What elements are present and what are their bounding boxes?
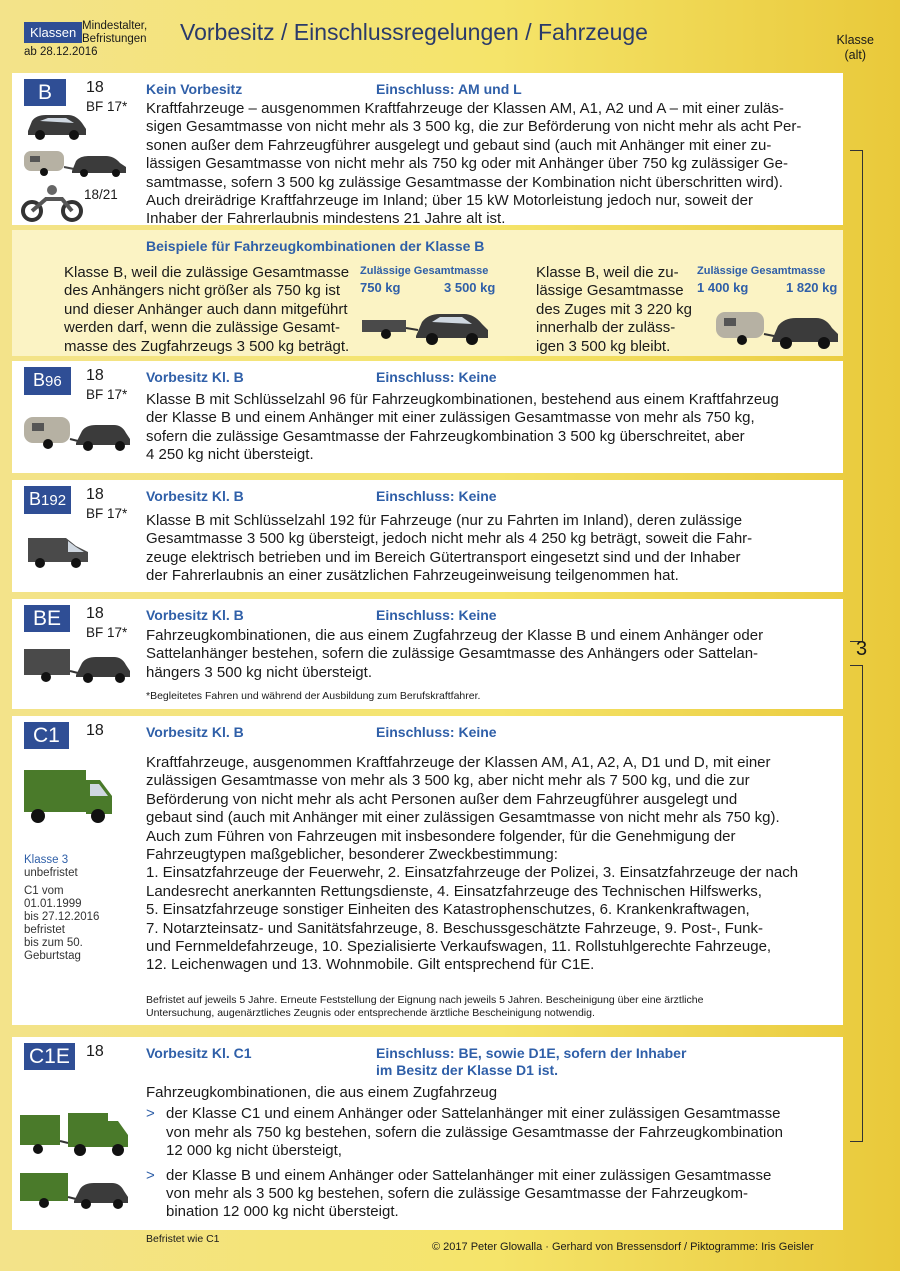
class-badge-c1e: C1E [24, 1043, 75, 1070]
bracket-bottom [850, 665, 863, 1142]
section-b192 [12, 480, 843, 592]
min-age: 18 [86, 79, 104, 96]
section-examples [12, 230, 843, 356]
min-age: 18 [86, 1043, 104, 1060]
vorbesitz-label: Vorbesitz Kl. C1 [146, 1045, 252, 1061]
bracket-label: 3 [856, 638, 868, 660]
header-klasse-alt: Klasse (alt) [836, 33, 874, 62]
min-age: 18 [86, 486, 104, 503]
class-badge-c1: C1 [24, 722, 69, 749]
min-age: 18 [86, 367, 104, 384]
section-text: Klasse B mit Schlüsselzahl 96 für Fahrzeugkombinationen, bestehend aus einem Kraftfahrzeug der Klasse B und einem Anhänger mit einer zulässigen Gesamtmasse von mehr als 750 kg, sofern die zulässige Gesamtmasse der Fahrzeugkombination 3 500 kg überschreitet, aber 4 250 kg nicht übersteigt. [146, 391, 779, 464]
list-item: > der Klasse B und einem Anhänger oder Sattelanhänger mit einer zulässigen Gesamtmasse von mehr als 3 500 kg bestehen, sofern die zulässige Gesamtmasse der Fahrzeugkom- bination 12 000 kg nicht übersteigt. [146, 1166, 772, 1221]
car-trailer-icon [22, 643, 132, 687]
class-badge-be: BE [24, 605, 70, 632]
vorbesitz-label: Kein Vorbesitz [146, 81, 243, 97]
list-item: > der Klasse C1 und einem Anhänger oder Sattelanhänger mit einer zulässigen Gesamtmasse von mehr als 750 kg bestehen, sofern die zulässige Gesamtmasse der Fahrzeugkombination 12 000 kg nicht übersteigt, [146, 1105, 783, 1160]
copyright-footer: © 2017 Peter Glowalla · Gerhard von Bressensdorf / Piktogramme: Iris Geisler [432, 1241, 814, 1253]
weight-label: Zulässige Gesamtmasse [360, 265, 489, 277]
trike-icon [20, 181, 84, 223]
header-subtitle: Mindestalter, Befristungen [82, 20, 148, 45]
header-date: ab 28.12.2016 [24, 46, 98, 58]
section-be [12, 599, 843, 709]
vorbesitz-label: Vorbesitz Kl. B [146, 607, 244, 623]
weight-label: Zulässige Gesamtmasse [697, 265, 826, 277]
class-badge-b96: B96 [24, 367, 71, 395]
car-caravan-icon [714, 304, 840, 350]
einschluss-label: Einschluss: Keine [376, 488, 497, 504]
bf17-label: BF 17* [86, 625, 128, 640]
footnote-bf17: *Begleitetes Fahren und während der Ausbildung zum Berufskraftfahrer. [146, 690, 481, 702]
vorbesitz-label: Vorbesitz Kl. B [146, 488, 244, 504]
car-weight: 1 820 kg [786, 280, 838, 295]
car-caravan-icon [22, 145, 130, 179]
c1-validity-note: Klasse 3 unbefristet C1 vom 01.01.1999 bis 27.12.2016 befristet bis zum 50. Geburtstag [24, 854, 100, 962]
page-title: Vorbesitz / Einschlussregelungen / Fahrzeuge [180, 19, 648, 45]
section-c1e [12, 1037, 843, 1230]
section-text: Fahrzeugkombinationen, die aus einem Zugfahrzeug der Klasse B und einem Anhänger oder Sattelanhänger bestehen, sofern die zulässige Gesamtmasse des Anhängers oder Sattelan- hängers 3 500 kg nicht übersteigt. [146, 627, 764, 681]
vorbesitz-label: Vorbesitz Kl. B [146, 369, 244, 385]
section-text: Kraftfahrzeuge, ausgenommen Kraftfahrzeuge der Klassen AM, A1, A2, A, D1 und D, mit einer zulässigen Gesamtmasse von mehr als 3 500 kg, aber nicht mehr als 7 500 kg, und die zur Beförderung von nicht mehr als acht Personen außer dem Fahrzeugführer ausgelegt und gebaut sind (auch mit Anhänger mit einer zulässigen Gesamtmasse von nicht mehr als 750 kg). Auch zum Führen von Fahrzeugen mit insbesondere folgender, für die Genehmigung der Fahrzeugtypen maßgeblicher, besonderer Zweckbestimmung: 1. Einsatzfahrzeuge der Feuerwehr, 2. Einsatzfahrzeuge der Polizei, 3. Einsatzfahrzeuge der nach Landesrecht anerkannten Rettungsdienste, 4. Einsatzfahrzeuge des Technischen Hilfswerks, 5. Einsatzfahrzeuge sonstiger Einheiten des Katastrophenschutzes, 6. Krankenkraftwagen, 7. Notarzteinsatz- und Sanitätsfahrzeuge, 8. Beschussgeschätzte Fahrzeuge, 9. Post-, Funk- und Fernmeldefahrzeuge, 10. Spezialisierte Verkaufswagen, 11. Rollstuhlgerechte Fahrzeuge, 12. Leichenwagen und 13. Wohnmobile. Gilt entsprechend für C1E. [146, 754, 799, 974]
bf17-label: BF 17* [86, 506, 128, 521]
section-text: Fahrzeugkombinationen, die aus einem Zugfahrzeug > der Klasse C1 und einem Anhänger oder Sattelanhänger mit einer zulässigen Gesamtmasse von mehr als 750 kg bestehen, sofern die zulässige Gesamtmasse der Fahrzeugkombination 12 000 kg nicht übersteigt, > der Klasse B und einem Anhänger oder Sattelanhänger mit einer zulässigen Gesamtmasse von mehr als 3 500 kg bestehen, sofern die zulässige Gesamtmasse der Fahrzeugkom- bination 12 000 kg nicht übersteigt. [146, 1084, 836, 1222]
einschluss-label: Einschluss: Keine [376, 607, 497, 623]
einschluss-label: Einschluss: BE, sowie D1E, sofern der Inhaber im Besitz der Klasse D1 ist. [376, 1045, 687, 1078]
truck-trailer-icon [18, 1107, 130, 1159]
einschluss-label: Einschluss: Keine [376, 724, 497, 740]
trike-age: 18/21 [84, 187, 118, 202]
trailer-weight: 750 kg [360, 280, 401, 295]
bf17-label: BF 17* [86, 387, 128, 402]
header-badge: Klassen [24, 22, 82, 43]
examples-left-text: Klasse B, weil die zulässige Gesamtmasse des Anhängers nicht größer als 750 kg ist und dieser Anhänger auch dann mitgeführt werden darf, wenn die zulässige Gesamt- masse des Zugfahrzeugs 3 500 kg beträgt. [64, 264, 350, 355]
class-badge-b192: B192 [24, 486, 71, 514]
vorbesitz-label: Vorbesitz Kl. B [146, 724, 244, 740]
min-age: 18 [86, 605, 104, 622]
bf17-label: BF 17* [86, 99, 128, 114]
examples-title: Beispiele für Fahrzeugkombinationen der Klasse B [146, 238, 485, 254]
section-text: Klasse B mit Schlüsselzahl 192 für Fahrzeuge (nur zu Fahrten im Inland), deren zulässige Gesamtmasse 3 500 kg übersteigt, jedoch nicht mehr als 4 250 kg beträgt, soweit die Fahr- zeuge elektrisch betrieben und im Bereich Gütertransport eingesetzt sind und der Inhaber der Fahrerlaubnis an einer zusätzlichen Fahrzeugeinweisung teilgenommen hat. [146, 512, 753, 585]
car-trailer-icon [360, 302, 490, 348]
section-text: Kraftfahrzeuge – ausgenommen Kraftfahrzeuge der Klassen AM, A1, A2 und A – mit einer zuläs- sigen Gesamtmasse von nicht mehr als 3 500 kg, die zur Beförderung von nicht mehr als acht Per- sonen außer dem Fahrzeugführer ausgelegt und gebaut sind (auch mit Anhänger mit einer zu- lässigen Gesamtmasse von nicht mehr als 750 kg oder mit Anhänger über 750 kg zulässiger Ge- samtmasse, sofern 3 500 kg zulässige Gesamtmasse der Kombination nicht überschritten wird). Auch dreirädrige Kraftfahrzeuge im Inland; über 15 kW Motorleistung jedoch nur, soweit der Inhaber der Fahrerlaubnis mindestens 21 Jahre alt ist. [146, 100, 802, 228]
caravan-weight: 1 400 kg [697, 280, 749, 295]
section-b96 [12, 361, 843, 473]
class-badge-b: B [24, 79, 66, 106]
section-b [12, 73, 843, 228]
examples-right-text: Klasse B, weil die zu- lässige Gesamtmasse des Zuges mit 3 220 kg innerhalb der zuläss- igen 3 500 kg bleibt. [536, 264, 692, 355]
min-age: 18 [86, 722, 104, 739]
c1-note: Befristet auf jeweils 5 Jahre. Erneute Feststellung der Eignung nach jeweils 5 Jahren. Bescheinigung über eine ärztliche Untersuchung, augenärztliches Zeugnis oder entsprechende ärztliche Bescheinigung notwendig. [146, 994, 704, 1019]
car-icon [24, 109, 88, 141]
c1e-note: Befristet wie C1 [146, 1233, 220, 1245]
car-weight: 3 500 kg [444, 280, 496, 295]
car-trailer-icon [18, 1167, 130, 1213]
section-c1 [12, 716, 843, 1025]
einschluss-label: Einschluss: Keine [376, 369, 497, 385]
bullet-marker: > [146, 1105, 155, 1123]
truck-icon [22, 766, 114, 826]
bullet-marker: > [146, 1166, 155, 1184]
car-caravan-icon [22, 411, 132, 453]
van-icon [24, 530, 92, 572]
einschluss-label: Einschluss: AM und L [376, 81, 522, 97]
bracket-top [850, 150, 863, 642]
